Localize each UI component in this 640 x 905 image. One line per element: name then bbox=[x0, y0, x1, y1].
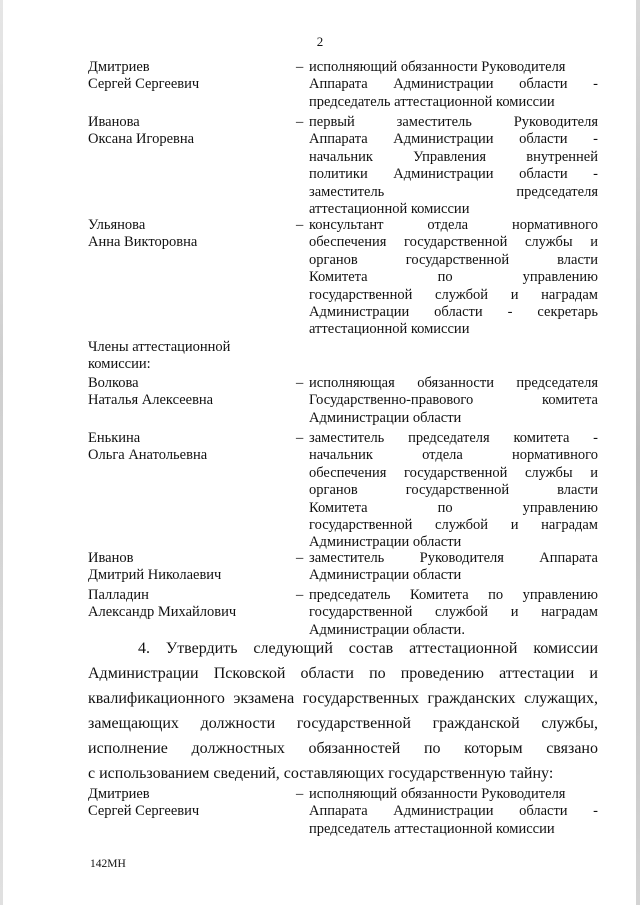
member-given-names: Оксана Игоревна bbox=[88, 131, 195, 148]
members-heading-line: Члены аттестационной bbox=[88, 339, 231, 355]
member-surname: Ульянова bbox=[88, 217, 146, 233]
document-code: 142МН bbox=[90, 858, 126, 870]
position-line: Государственно-правового комитета bbox=[309, 392, 598, 409]
member-name bbox=[88, 114, 293, 149]
position-line: начальник Управления внутренней bbox=[309, 148, 598, 165]
member-given-names: Наталья Алексеевна bbox=[88, 392, 214, 409]
member-position bbox=[309, 114, 598, 218]
member-name bbox=[88, 375, 293, 410]
member-name bbox=[88, 587, 293, 622]
member-position bbox=[309, 550, 598, 585]
position-line: начальник отдела нормативного bbox=[309, 447, 598, 464]
position-line: обеспечения государственной службы и bbox=[309, 234, 598, 251]
member-surname: Волкова bbox=[88, 375, 139, 391]
position-line: государственной службой и наградам bbox=[309, 286, 598, 303]
scan-edge-left bbox=[0, 0, 3, 905]
member-position bbox=[309, 786, 598, 838]
position-line: председатель аттестационной комиссии bbox=[309, 820, 555, 837]
position-line: Аппарата Администрации области - bbox=[309, 131, 598, 148]
paragraph-4 bbox=[88, 638, 598, 785]
member-position bbox=[309, 375, 598, 427]
position-line: аттестационной комиссии bbox=[309, 321, 470, 338]
member-surname: Иванова bbox=[88, 114, 140, 130]
position-line: Администрации области - секретарь bbox=[309, 304, 598, 321]
paragraph-line: Администрации Псковской области по проведению аттестации и bbox=[88, 665, 598, 682]
position-line: заместитель председателя комитета - bbox=[309, 430, 598, 446]
position-line: Аппарата Администрации области - bbox=[309, 76, 598, 93]
position-line: Комитета по управлению bbox=[309, 269, 598, 286]
entry-dash: – bbox=[296, 786, 304, 802]
member-given-names: Дмитрий Николаевич bbox=[88, 567, 222, 584]
position-line: Администрации области. bbox=[309, 621, 465, 638]
member-position bbox=[309, 430, 598, 552]
entry-dash: – bbox=[296, 59, 304, 75]
member-name bbox=[88, 550, 293, 585]
paragraph-line: 4. Утвердить следующий состав аттестационной комиссии bbox=[138, 640, 598, 657]
position-line: консультант отдела нормативного bbox=[309, 217, 598, 233]
position-line: государственной службой и наградам bbox=[309, 604, 598, 621]
position-line: заместитель Руководителя Аппарата bbox=[309, 550, 598, 566]
position-line: органов государственной власти bbox=[309, 482, 598, 499]
member-surname: Дмитриев bbox=[88, 786, 150, 802]
position-line: исполняющий обязанности Руководителя bbox=[309, 59, 566, 75]
position-line: Администрации области bbox=[309, 534, 462, 551]
members-heading-line: комиссии: bbox=[88, 356, 151, 373]
position-line: государственной службой и наградам bbox=[309, 517, 598, 534]
position-line: политики Администрации области - bbox=[309, 166, 598, 183]
position-line: аттестационной комиссии bbox=[309, 201, 470, 218]
position-line: первый заместитель Руководителя bbox=[309, 114, 598, 130]
position-line: заместитель председателя bbox=[309, 183, 598, 200]
position-line: Администрации области bbox=[309, 567, 462, 584]
paragraph-line: квалификационного экзамена государственных гражданских служащих, bbox=[88, 690, 598, 707]
member-name bbox=[88, 217, 293, 252]
scan-edge-right bbox=[636, 0, 640, 905]
entry-dash: – bbox=[296, 217, 304, 233]
position-line: обеспечения государственной службы и bbox=[309, 464, 598, 481]
position-line: Комитета по управлению bbox=[309, 499, 598, 516]
member-surname: Иванов bbox=[88, 550, 134, 566]
position-line: Аппарата Администрации области - bbox=[309, 803, 598, 820]
entry-dash: – bbox=[296, 114, 304, 130]
member-position bbox=[309, 217, 598, 339]
member-given-names: Сергей Сергеевич bbox=[88, 76, 200, 93]
member-surname: Дмитриев bbox=[88, 59, 150, 75]
member-given-names: Анна Викторовна bbox=[88, 234, 198, 251]
member-position bbox=[309, 587, 598, 639]
position-line: председатель Комитета по управлению bbox=[309, 587, 598, 603]
position-line: исполняющий обязанности Руководителя bbox=[309, 786, 566, 802]
entry-dash: – bbox=[296, 375, 304, 391]
member-given-names: Сергей Сергеевич bbox=[88, 803, 200, 820]
member-name bbox=[88, 59, 293, 94]
members-heading bbox=[88, 339, 288, 374]
position-line: Администрации области bbox=[309, 409, 462, 426]
entry-dash: – bbox=[296, 430, 304, 446]
member-given-names: Ольга Анатольевна bbox=[88, 447, 208, 464]
entry-dash: – bbox=[296, 587, 304, 603]
page-number: 2 bbox=[316, 34, 324, 49]
paragraph-line: замещающих должности государственной гражданской службы, bbox=[88, 715, 598, 732]
position-line: органов государственной власти bbox=[309, 251, 598, 268]
member-surname: Палладин bbox=[88, 587, 149, 603]
member-given-names: Александр Михайлович bbox=[88, 604, 237, 621]
member-surname: Енькина bbox=[88, 430, 141, 446]
paragraph-line: с использованием сведений, составляющих государственную тайну: bbox=[88, 765, 554, 782]
position-line: председатель аттестационной комиссии bbox=[309, 93, 555, 110]
entry-dash: – bbox=[296, 550, 304, 566]
member-name bbox=[88, 786, 293, 821]
paragraph-line: исполнение должностных обязанностей по которым связано bbox=[88, 740, 598, 757]
position-line: исполняющая обязанности председателя bbox=[309, 375, 598, 391]
member-position bbox=[309, 59, 598, 111]
member-name bbox=[88, 430, 293, 465]
